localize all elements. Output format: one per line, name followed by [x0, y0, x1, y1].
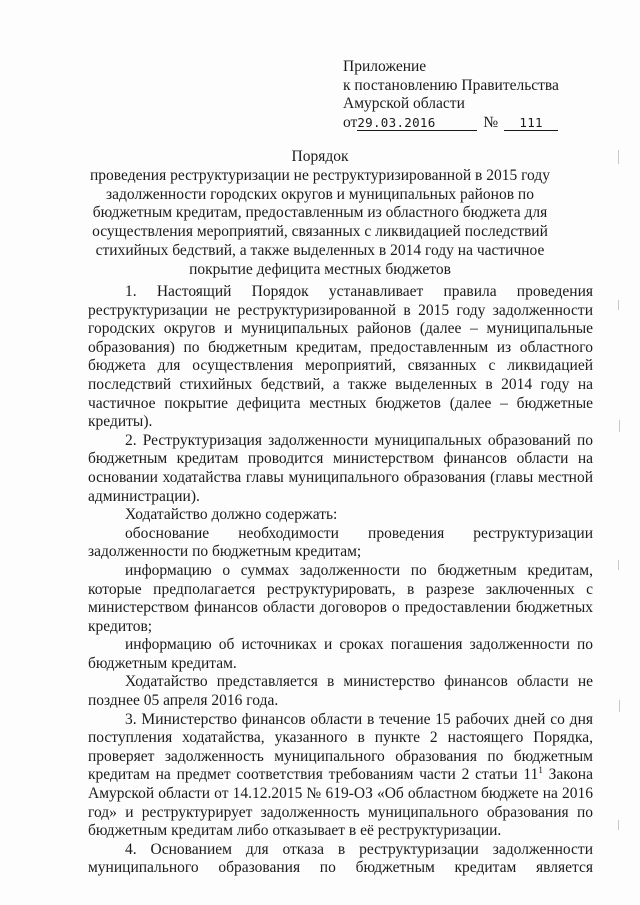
paragraph-8-text-a: 3. Министерство финансов области в течение 15 рабочих дней со дня поступления ходатайства, указанного в пункте 2 настоящего Порядка, проверяет задолженность муниципального образования по бюджетным кредитам на предмет соответствия требованиям части 2 статьи 11: [88, 710, 593, 784]
scan-artifact: [618, 300, 619, 310]
paragraph-9: [88, 841, 593, 878]
paragraph-3: Ходатайство должно содержать:: [125, 506, 338, 524]
article-superscript: 1: [538, 765, 543, 776]
paragraph-2: 2. Реструктуризация задолженности муниципальных образований по бюджетным кредитам проводится министерством финансов области на основании ходатайства главы муниципального образования (главы местной администрации).: [88, 431, 593, 505]
scan-artifact: [618, 150, 619, 164]
resolution-date: 29.03.2016: [357, 116, 477, 131]
paragraph-9-line-1: 4. Основанием для отказа в реструктуризации задолженности: [125, 840, 593, 858]
paragraph-9-line-2: муниципального образования по бюджетным кредитам является: [88, 859, 593, 877]
annex-date-line: [343, 114, 559, 133]
annex-resolution-ref: к постановлению Правительства: [343, 76, 559, 94]
date-prefix: от: [343, 113, 358, 131]
paragraph-7: Ходатайство представляется в министерство финансов области не позднее 05 апреля 2016 года.: [88, 673, 593, 710]
paragraph-5: информацию о суммах задолженности по бюджетным кредитам, которые предполагается реструктурировать, в разрезе заключенных с министерством финансов области договоров о предоставлении бюджетных кредитов;: [88, 561, 593, 635]
annex-region: Амурской области: [343, 95, 465, 112]
scan-artifact: [619, 420, 620, 432]
number-sign: №: [483, 113, 499, 131]
paragraph-8-text-b: Закона Амурской области от 14.12.2015 № 619-ОЗ «Об областном бюджете на 2016 год» и реструктурирует задолженность муниципального образования по бюджетным кредитам либо отказывает в её реструктуризации.: [88, 766, 593, 840]
paragraph-1: 1. Настоящий Порядок устанавливает правила проведения реструктуризации не реструктуризированной в 2015 году задолженности городских округов и муниципальных районов (далее – муниципальные образования) по бюджетным кредитам, предоставленным из областного бюджета для осуществления мероприятий, связанных с ликвидацией последствий стихийных бедствий, а также выделенных в 2014 году на частичное покрытие дефицита местных бюджетов (далее – бюджетные кредиты).: [88, 283, 593, 431]
document-body: [88, 283, 593, 878]
annex-header: [343, 58, 559, 132]
paragraph-8: [88, 711, 593, 841]
document-heading: Порядок: [291, 148, 349, 165]
paragraph-4: обоснование необходимости проведения реструктуризации задолженности по бюджетным кредитам;: [88, 524, 593, 561]
annex-title: Приложение: [343, 58, 427, 75]
document-subtitle: проведения реструктуризации не реструктуризированной в 2015 году задолженности городских округов и муниципальных районов по бюджетным кредитам, предоставленным из областного бюджета для осуществления мероприятий, связанных с ликвидацией последствий стихийных бедствий, а также выделенных в 2014 году на частичное покрытие дефицита местных бюджетов: [90, 167, 550, 278]
paragraph-6: информацию об источниках и сроках погашения задолженности по бюджетным кредитам.: [88, 636, 593, 672]
scan-artifact: [618, 560, 619, 570]
scan-artifact: [619, 700, 620, 712]
resolution-number: 111: [504, 116, 558, 131]
scan-artifact: [618, 820, 619, 830]
